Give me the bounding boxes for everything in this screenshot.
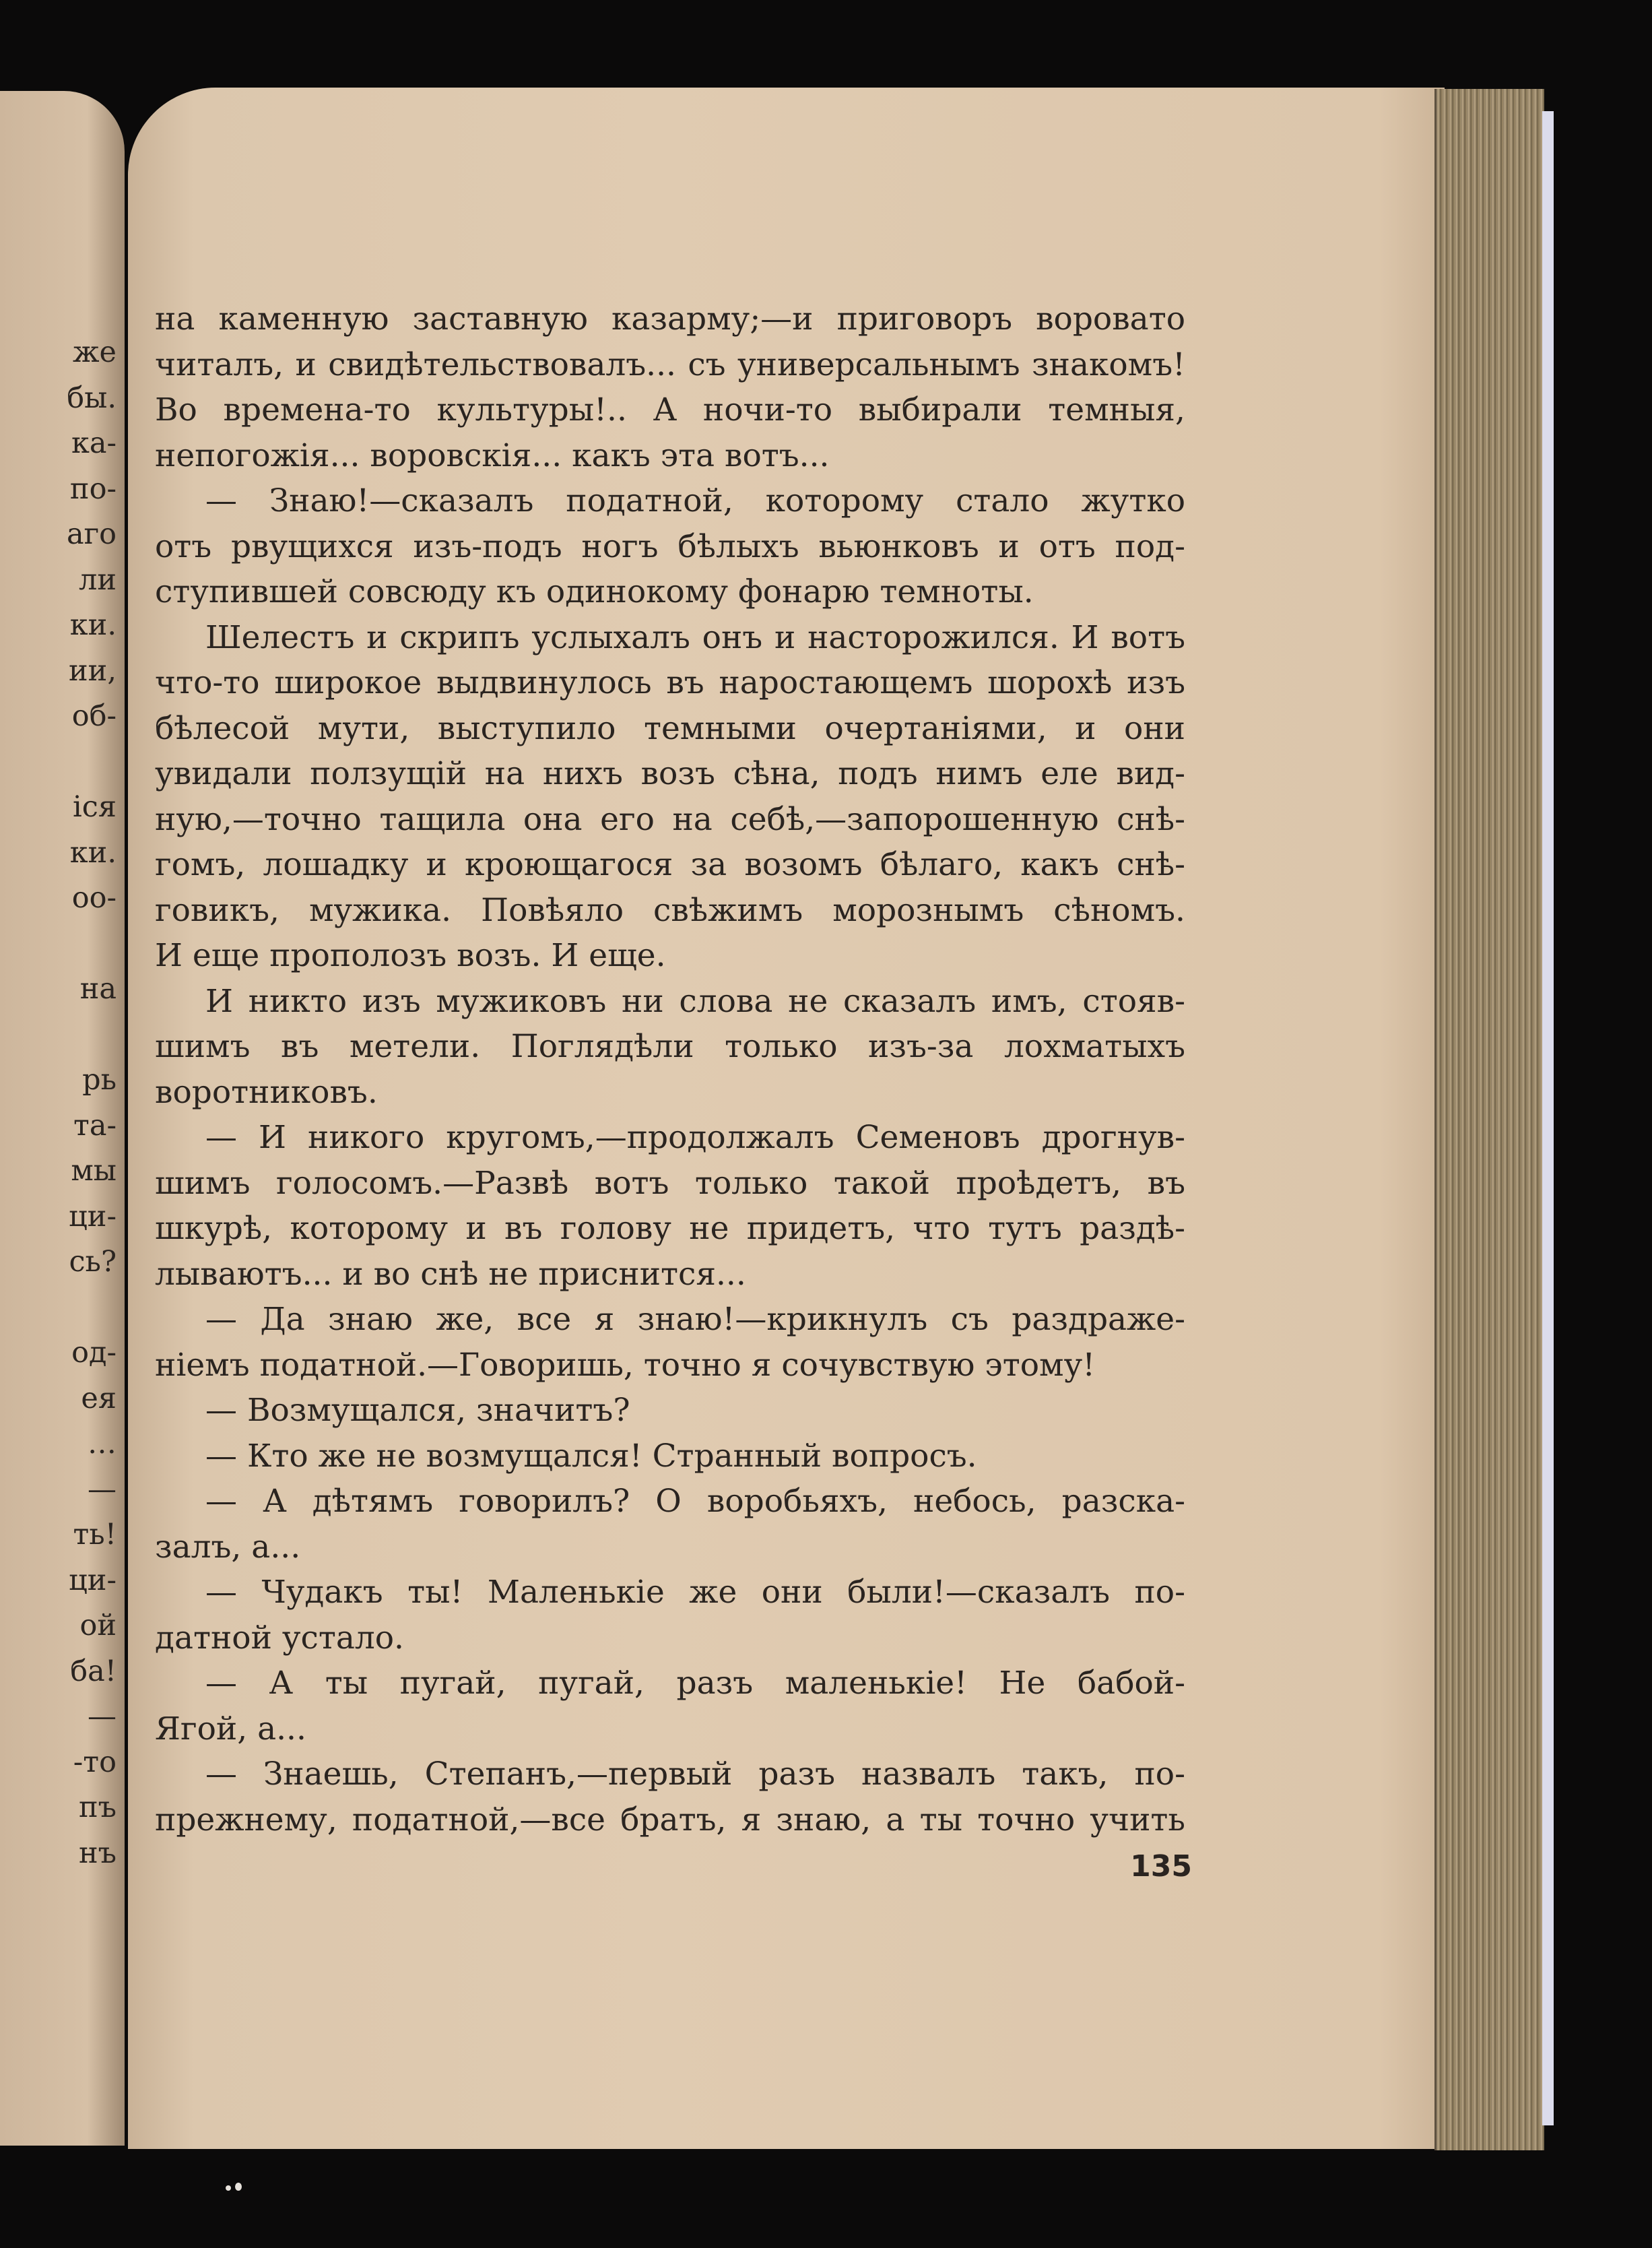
text-line: что-то широкое выдвинулось въ наростающемъ шорохѣ изъ [155,664,1185,701]
left-fragment: сь? [69,1245,117,1279]
left-fragment: на [79,972,117,1006]
left-fragment: по- [69,472,117,506]
left-fragment [2,740,117,785]
text-line: Ягой, а... [155,1710,306,1747]
text-line: — И никого кругомъ,—продолжалъ Семеновъ дрогнув- [205,1119,1185,1156]
left-fragment: ея [81,1381,117,1415]
page-number: 135 [1130,1849,1192,1884]
left-fragment: нъ [78,1836,117,1870]
left-fragment: оо- [71,881,117,915]
left-fragment [2,1013,117,1058]
background-edge [1542,111,1554,2125]
left-fragment: іся [73,790,117,824]
left-fragment: … [88,1427,117,1460]
text-line: воротниковъ. [155,1073,378,1111]
left-fragment: -то [73,1745,117,1779]
left-fragment: — [88,1700,117,1733]
text-line: непогожія... воровскія... какъ эта вотъ... [155,437,830,474]
left-fragment: ци- [69,1199,117,1233]
text-line: — Чудакъ ты! Маленькіе же они были!—сказалъ по- [205,1574,1185,1611]
left-fragment: ли [79,563,117,597]
text-line: ступившей совсюду къ одинокому фонарю темноты. [155,573,1034,610]
left-fragment [2,1285,117,1331]
text-line: Во времена-то культуры!.. А ночи-то выбирали темныя, [155,391,1185,428]
page-edge-stack [1434,89,1544,2150]
left-fragment: ой [79,1609,117,1642]
text-line: ніемъ податной.—Говоришь, точно я сочувствую этому! [155,1346,1096,1384]
text-line: прежнему, податной,—все братъ, я знаю, а ты точно учить [155,1801,1185,1838]
left-fragment: об- [71,699,117,733]
left-fragment: та- [73,1108,117,1143]
left-fragment: ки. [69,835,117,870]
text-line: — А дѣтямъ говорилъ? О воробьяхъ, небось, разска- [205,1483,1185,1520]
left-fragment: пъ [78,1791,117,1824]
dust-speck [226,2183,246,2192]
left-fragment: ии, [69,653,117,688]
left-page [0,91,125,2146]
left-fragment [2,922,117,967]
text-line: — Да знаю же, все я знаю!—крикнулъ съ раздраже- [205,1301,1185,1338]
left-fragment: од- [71,1336,117,1370]
text-line: Шелестъ и скрипъ услыхалъ онъ и насторожился. И вотъ [205,618,1185,656]
text-line: читалъ, и свидѣтельствовалъ... съ универсальнымъ знакомъ! [155,346,1185,383]
text-line: И никто изъ мужиковъ ни слова не сказалъ имъ, стояв- [205,982,1185,1020]
left-fragment: бы. [67,381,117,415]
text-line: шимъ въ метели. Поглядѣли только изъ-за лохматыхъ [155,1028,1185,1065]
text-line: лываютъ... и во снѣ не приснится... [155,1255,746,1293]
body-text [155,296,1185,1842]
text-line: — Кто же не возмущался! Странный вопросъ. [205,1437,977,1475]
text-line: бѣлесой мути, выступило темными очертаніями, и они [155,709,1185,747]
text-line: ную,—точно тащила она его на себѣ,—запорошенную снѣ- [155,800,1185,838]
left-fragment: рь [82,1063,117,1097]
text-line: увидали ползущій на нихъ возъ сѣна, подъ нимъ еле вид- [155,755,1185,792]
text-line: гомъ, лошадку и кроющагося за возомъ бѣлаго, какъ снѣ- [155,846,1185,883]
left-fragment: — [88,1472,117,1506]
text-line: залъ, а... [155,1528,301,1566]
left-fragment: ба! [70,1654,117,1688]
left-fragment: ки. [69,608,117,642]
text-line: датной устало. [155,1619,404,1657]
text-line: шимъ голосомъ.—Развѣ вотъ только такой проѣдетъ, въ [155,1164,1185,1202]
left-fragment: ть! [73,1518,117,1551]
left-page-text-fragments [2,330,117,1876]
text-line: на каменную заставную казарму;—и приговоръ ворoвато [155,300,1185,338]
text-line: отъ рвущихся изъ-подъ ногъ бѣлыхъ вьюнковъ и отъ под- [155,527,1185,565]
left-fragment: аго [66,517,117,551]
left-fragment: ци- [69,1563,117,1597]
left-fragment: мы [71,1154,117,1188]
text-line: говикъ, мужика. Повѣяло свѣжимъ морознымъ сѣномъ. [155,891,1185,929]
text-line: — Знаю!—сказалъ податной, которому стало жутко [205,482,1185,519]
text-line: — Возмущался, значитъ? [205,1392,630,1429]
left-fragment: ка- [71,426,117,460]
text-line: шкурѣ, которому и въ голову не придетъ, что тутъ раздѣ- [155,1210,1185,1247]
left-fragment: же [72,335,117,369]
text-line: И еще прополозъ возъ. И еще. [155,937,666,974]
text-line: — Знаешь, Степанъ,—первый разъ назвалъ такъ, по- [205,1756,1185,1793]
text-line: — А ты пугай, пугай, разъ маленькіе! Не бабой- [205,1665,1185,1702]
